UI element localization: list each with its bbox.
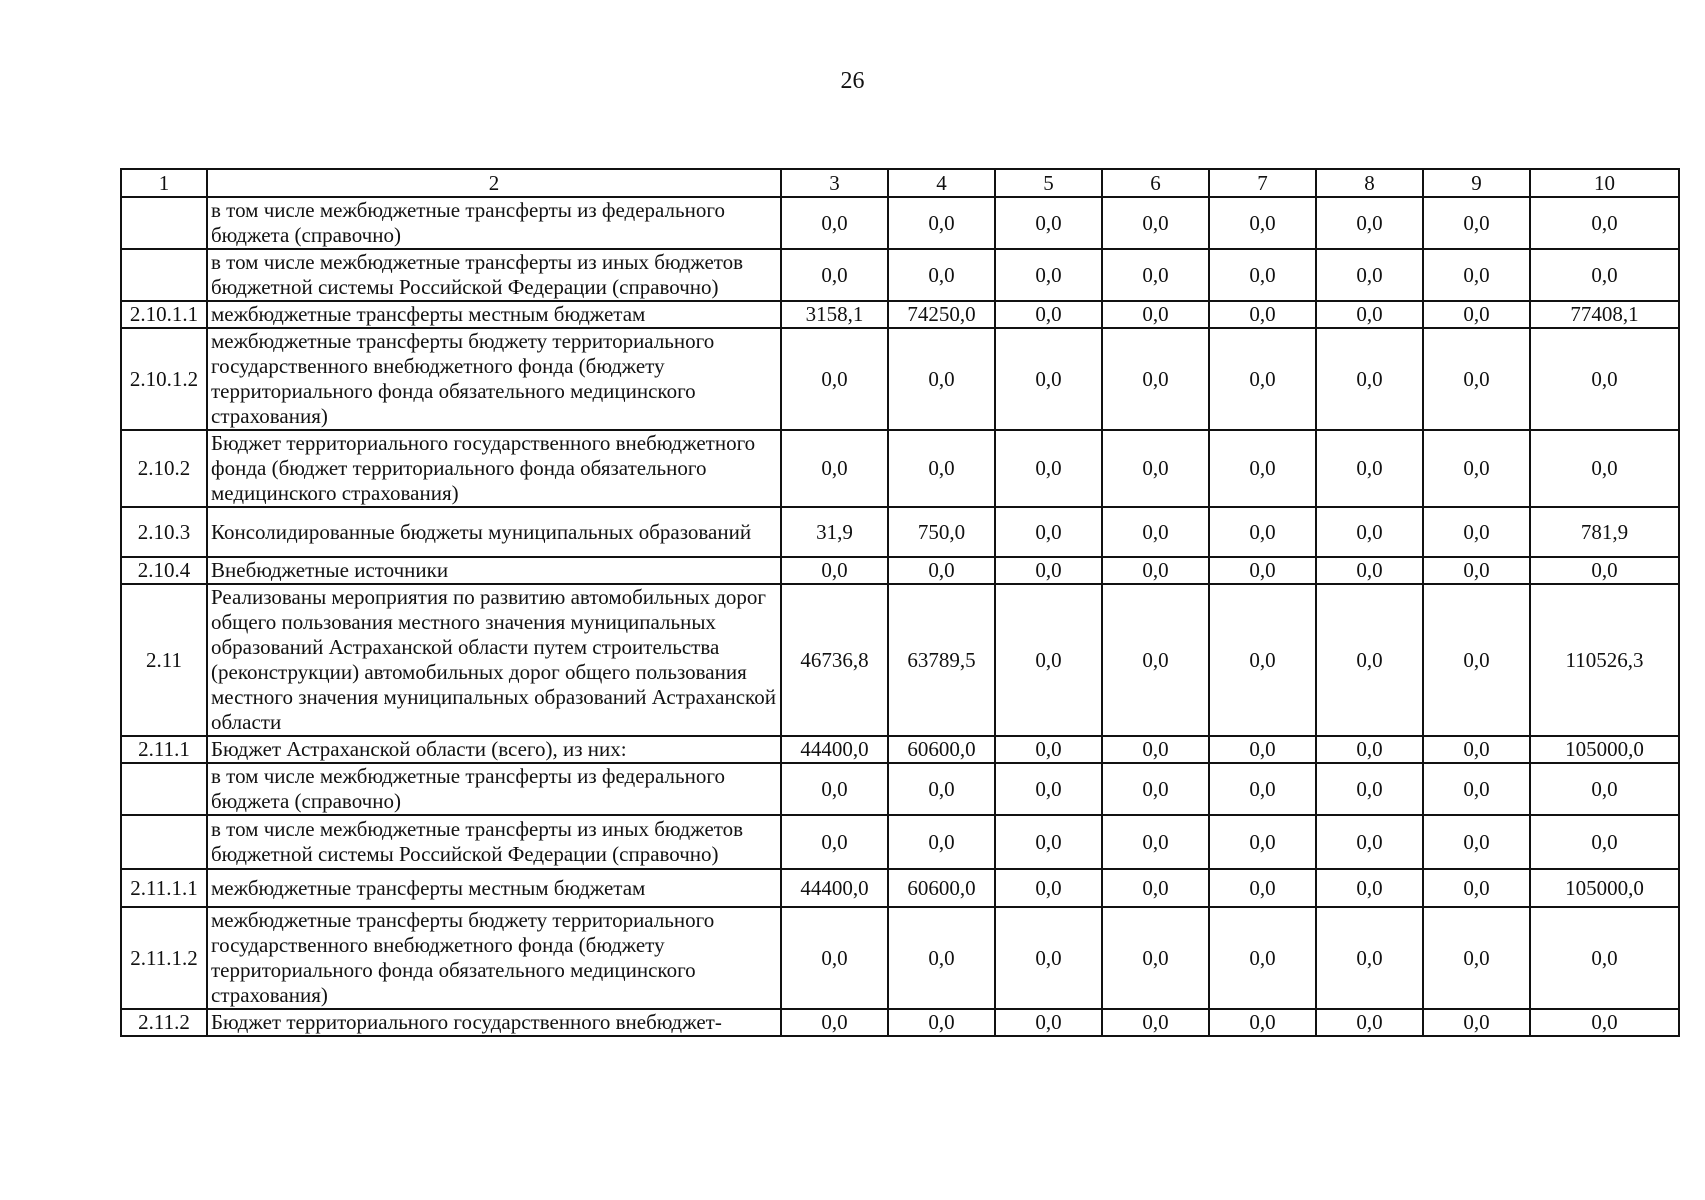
value-cell: 0,0 — [888, 907, 995, 1009]
value-cell: 0,0 — [1209, 869, 1316, 907]
column-header: 1 — [121, 169, 207, 197]
value-cell: 0,0 — [1209, 736, 1316, 763]
value-cell: 0,0 — [1530, 197, 1679, 249]
value-cell: 0,0 — [1316, 869, 1423, 907]
value-cell: 0,0 — [995, 907, 1102, 1009]
row-name: Реализованы мероприятия по развитию автомобильных дорог общего пользования местного значения муниципальных образований Астраханской области путем строительства (реконструкции) автомобильных дорог общего пользования местного значения муниципальных образований Астраханской области — [207, 584, 781, 736]
value-cell: 0,0 — [781, 1009, 888, 1036]
value-cell: 0,0 — [1530, 328, 1679, 430]
row-code — [121, 249, 207, 301]
value-cell: 0,0 — [1316, 197, 1423, 249]
value-cell: 0,0 — [1530, 249, 1679, 301]
value-cell: 0,0 — [995, 197, 1102, 249]
value-cell: 0,0 — [995, 763, 1102, 815]
value-cell: 0,0 — [1102, 815, 1209, 869]
column-header: 6 — [1102, 169, 1209, 197]
value-cell: 0,0 — [1530, 430, 1679, 507]
value-cell: 105000,0 — [1530, 869, 1679, 907]
value-cell: 0,0 — [888, 197, 995, 249]
table-row — [121, 907, 1679, 1009]
value-cell: 0,0 — [1530, 815, 1679, 869]
value-cell: 0,0 — [1209, 301, 1316, 328]
value-cell: 0,0 — [1102, 301, 1209, 328]
column-header: 5 — [995, 169, 1102, 197]
value-cell: 0,0 — [1530, 557, 1679, 584]
row-name: Бюджет Астраханской области (всего), из них: — [207, 736, 781, 763]
value-cell: 0,0 — [781, 557, 888, 584]
table-row — [121, 736, 1679, 763]
table-row — [121, 197, 1679, 249]
value-cell: 0,0 — [995, 815, 1102, 869]
table-row — [121, 869, 1679, 907]
value-cell: 0,0 — [1530, 1009, 1679, 1036]
value-cell: 0,0 — [1423, 301, 1530, 328]
row-code: 2.10.1.1 — [121, 301, 207, 328]
value-cell: 0,0 — [1102, 584, 1209, 736]
table-row — [121, 301, 1679, 328]
value-cell: 0,0 — [1423, 557, 1530, 584]
value-cell: 0,0 — [1316, 301, 1423, 328]
value-cell: 0,0 — [1316, 763, 1423, 815]
value-cell: 0,0 — [1423, 249, 1530, 301]
row-name: межбюджетные трансферты бюджету территориального государственного внебюджетного фонда (бюджету территориального фонда обязательного медицинского страхования) — [207, 328, 781, 430]
row-name: Внебюджетные источники — [207, 557, 781, 584]
row-name: межбюджетные трансферты местным бюджетам — [207, 301, 781, 328]
row-name: в том числе межбюджетные трансферты из иных бюджетов бюджетной системы Российской Федерации (справочно) — [207, 249, 781, 301]
row-code: 2.11 — [121, 584, 207, 736]
value-cell: 0,0 — [1316, 249, 1423, 301]
value-cell: 0,0 — [1423, 197, 1530, 249]
value-cell: 0,0 — [995, 1009, 1102, 1036]
value-cell: 60600,0 — [888, 736, 995, 763]
value-cell: 0,0 — [781, 249, 888, 301]
value-cell: 750,0 — [888, 507, 995, 557]
value-cell: 0,0 — [1316, 1009, 1423, 1036]
value-cell: 0,0 — [995, 557, 1102, 584]
value-cell: 0,0 — [888, 763, 995, 815]
value-cell: 0,0 — [1423, 869, 1530, 907]
row-name: межбюджетные трансферты бюджету территориального государственного внебюджетного фонда (бюджету территориального фонда обязательного медицинского страхования) — [207, 907, 781, 1009]
column-header: 8 — [1316, 169, 1423, 197]
value-cell: 0,0 — [1209, 815, 1316, 869]
table-body — [121, 169, 1679, 1036]
value-cell: 0,0 — [1209, 584, 1316, 736]
value-cell: 0,0 — [1209, 430, 1316, 507]
value-cell: 0,0 — [781, 328, 888, 430]
value-cell: 0,0 — [888, 815, 995, 869]
value-cell: 0,0 — [1423, 907, 1530, 1009]
column-header: 7 — [1209, 169, 1316, 197]
value-cell: 0,0 — [1423, 430, 1530, 507]
value-cell: 0,0 — [995, 584, 1102, 736]
table-row — [121, 584, 1679, 736]
row-name: в том числе межбюджетные трансферты из иных бюджетов бюджетной системы Российской Федерации (справочно) — [207, 815, 781, 869]
value-cell: 44400,0 — [781, 869, 888, 907]
value-cell: 0,0 — [1423, 584, 1530, 736]
table-row — [121, 815, 1679, 869]
value-cell: 0,0 — [1102, 328, 1209, 430]
value-cell: 63789,5 — [888, 584, 995, 736]
value-cell: 0,0 — [1316, 815, 1423, 869]
value-cell: 0,0 — [1423, 763, 1530, 815]
value-cell: 0,0 — [1423, 328, 1530, 430]
row-code: 2.11.2 — [121, 1009, 207, 1036]
row-code: 2.10.2 — [121, 430, 207, 507]
value-cell: 0,0 — [995, 430, 1102, 507]
column-header: 2 — [207, 169, 781, 197]
value-cell: 0,0 — [1316, 907, 1423, 1009]
value-cell: 0,0 — [1530, 907, 1679, 1009]
value-cell: 0,0 — [781, 907, 888, 1009]
row-name: Бюджет территориального государственного внебюджет- — [207, 1009, 781, 1036]
value-cell: 0,0 — [781, 197, 888, 249]
row-code — [121, 815, 207, 869]
value-cell: 0,0 — [1102, 907, 1209, 1009]
row-code — [121, 197, 207, 249]
row-code: 2.10.4 — [121, 557, 207, 584]
value-cell: 0,0 — [1316, 584, 1423, 736]
table-row — [121, 249, 1679, 301]
value-cell: 0,0 — [1209, 1009, 1316, 1036]
table-row — [121, 430, 1679, 507]
value-cell: 0,0 — [888, 557, 995, 584]
value-cell: 60600,0 — [888, 869, 995, 907]
header-row — [121, 169, 1679, 197]
value-cell: 0,0 — [781, 763, 888, 815]
value-cell: 0,0 — [781, 815, 888, 869]
value-cell: 46736,8 — [781, 584, 888, 736]
value-cell: 0,0 — [1316, 507, 1423, 557]
row-name: в том числе межбюджетные трансферты из федерального бюджета (справочно) — [207, 763, 781, 815]
value-cell: 0,0 — [995, 328, 1102, 430]
value-cell: 0,0 — [1316, 736, 1423, 763]
value-cell: 0,0 — [1102, 1009, 1209, 1036]
value-cell: 0,0 — [1209, 507, 1316, 557]
row-name: Бюджет территориального государственного внебюджетного фонда (бюджет территориального фонда обязательного медицинского страхования) — [207, 430, 781, 507]
value-cell: 0,0 — [995, 507, 1102, 557]
value-cell: 110526,3 — [1530, 584, 1679, 736]
value-cell: 0,0 — [1209, 197, 1316, 249]
value-cell: 0,0 — [1209, 763, 1316, 815]
table-row — [121, 328, 1679, 430]
value-cell: 0,0 — [1423, 1009, 1530, 1036]
row-code — [121, 763, 207, 815]
value-cell: 0,0 — [1102, 249, 1209, 301]
table-row — [121, 507, 1679, 557]
value-cell: 0,0 — [995, 249, 1102, 301]
column-header: 3 — [781, 169, 888, 197]
value-cell: 0,0 — [1102, 736, 1209, 763]
value-cell: 0,0 — [888, 328, 995, 430]
value-cell: 0,0 — [1209, 249, 1316, 301]
value-cell: 0,0 — [1423, 507, 1530, 557]
value-cell: 0,0 — [888, 1009, 995, 1036]
value-cell: 0,0 — [1209, 907, 1316, 1009]
value-cell: 0,0 — [1530, 763, 1679, 815]
column-header: 9 — [1423, 169, 1530, 197]
value-cell: 105000,0 — [1530, 736, 1679, 763]
column-header: 4 — [888, 169, 995, 197]
value-cell: 0,0 — [995, 736, 1102, 763]
value-cell: 44400,0 — [781, 736, 888, 763]
value-cell: 0,0 — [1102, 507, 1209, 557]
value-cell: 74250,0 — [888, 301, 995, 328]
value-cell: 0,0 — [1209, 557, 1316, 584]
value-cell: 781,9 — [1530, 507, 1679, 557]
row-name: в том числе межбюджетные трансферты из федерального бюджета (справочно) — [207, 197, 781, 249]
value-cell: 0,0 — [1423, 815, 1530, 869]
row-code: 2.10.1.2 — [121, 328, 207, 430]
value-cell: 0,0 — [781, 430, 888, 507]
value-cell: 3158,1 — [781, 301, 888, 328]
value-cell: 0,0 — [1102, 557, 1209, 584]
value-cell: 0,0 — [1316, 430, 1423, 507]
row-code: 2.11.1.1 — [121, 869, 207, 907]
column-header: 10 — [1530, 169, 1679, 197]
value-cell: 0,0 — [1316, 328, 1423, 430]
table-row — [121, 1009, 1679, 1036]
row-name: межбюджетные трансферты местным бюджетам — [207, 869, 781, 907]
page-number: 26 — [840, 68, 865, 94]
budget-table — [120, 168, 1680, 1037]
value-cell: 77408,1 — [1530, 301, 1679, 328]
row-code: 2.11.1.2 — [121, 907, 207, 1009]
value-cell: 0,0 — [1209, 328, 1316, 430]
value-cell: 0,0 — [1102, 197, 1209, 249]
row-code: 2.11.1 — [121, 736, 207, 763]
value-cell: 0,0 — [888, 249, 995, 301]
value-cell: 0,0 — [995, 301, 1102, 328]
value-cell: 0,0 — [1423, 736, 1530, 763]
value-cell: 0,0 — [1102, 869, 1209, 907]
value-cell: 0,0 — [1102, 430, 1209, 507]
value-cell: 0,0 — [1316, 557, 1423, 584]
value-cell: 31,9 — [781, 507, 888, 557]
row-code: 2.10.3 — [121, 507, 207, 557]
value-cell: 0,0 — [1102, 763, 1209, 815]
table-row — [121, 763, 1679, 815]
table-row — [121, 557, 1679, 584]
value-cell: 0,0 — [888, 430, 995, 507]
value-cell: 0,0 — [995, 869, 1102, 907]
row-name: Консолидированные бюджеты муниципальных образований — [207, 507, 781, 557]
